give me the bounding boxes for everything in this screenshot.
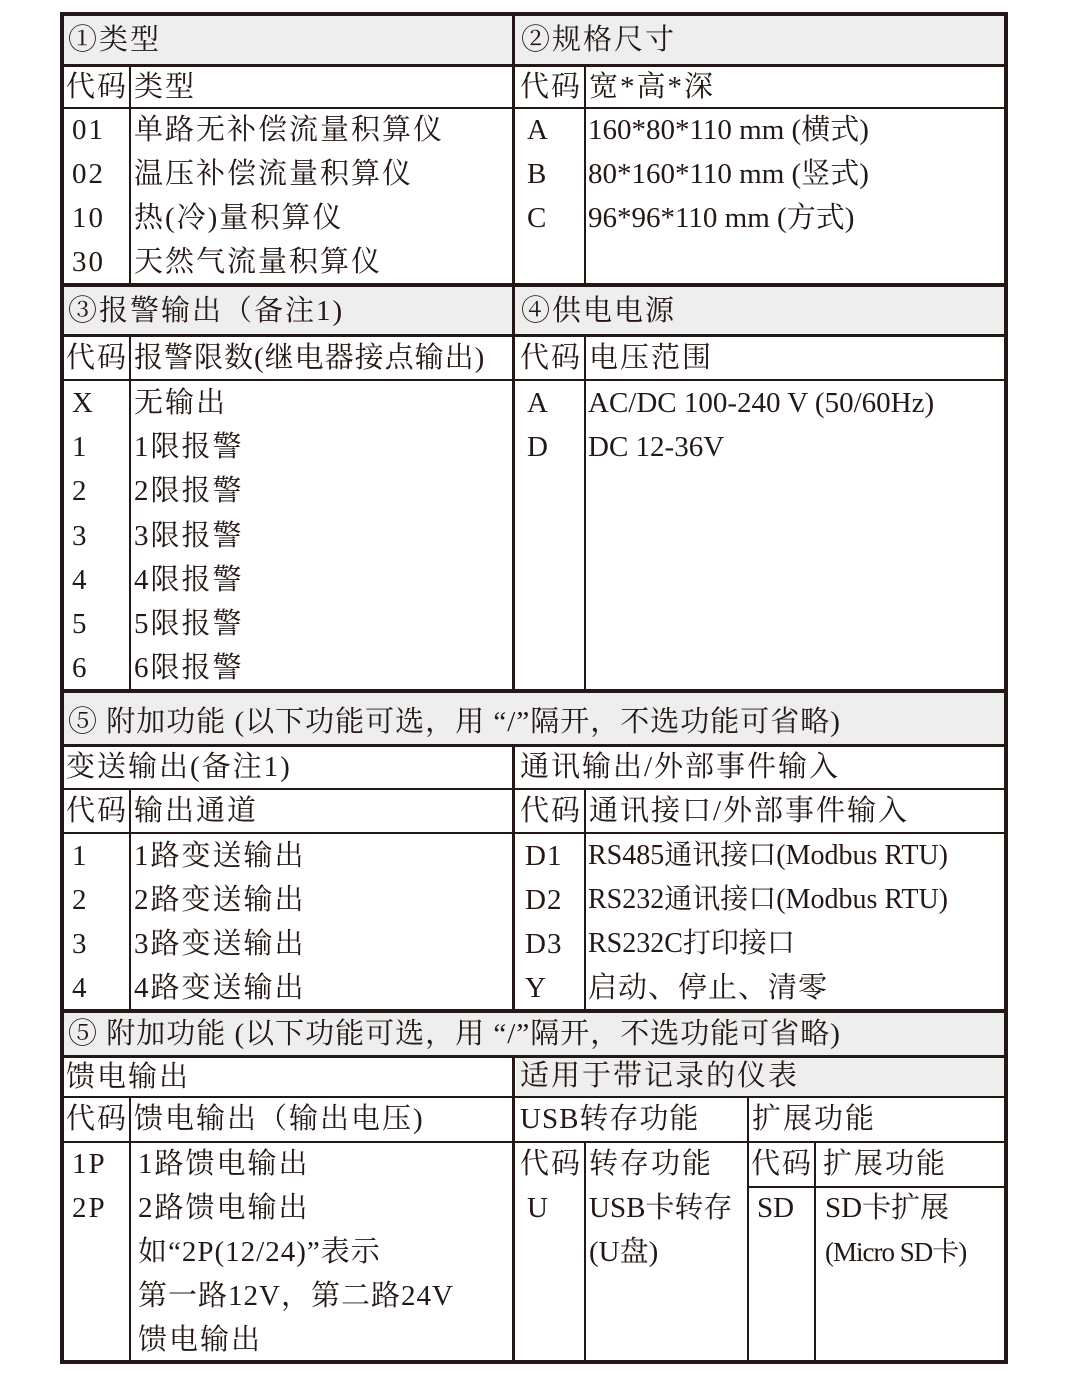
usb-title: USB转存功能 — [520, 1103, 700, 1135]
code-divider — [814, 1142, 816, 1364]
code-divider — [584, 66, 586, 285]
row-code: C — [527, 202, 548, 234]
code-divider — [584, 1142, 586, 1364]
row-code: 01 — [72, 114, 105, 146]
center-divider — [512, 745, 515, 1011]
row-code: A — [527, 387, 549, 419]
row-text: RS232通讯接口(Modbus RTU) — [588, 884, 949, 915]
code-divider — [129, 1097, 131, 1364]
row-code: 2 — [72, 475, 89, 507]
subtitle-transmit-output: 变送输出(备注1) — [66, 751, 292, 783]
col-header-feed-output: 馈电输出（输出电压) — [134, 1103, 425, 1135]
row-text: 96*96*110 mm (方式) — [588, 202, 855, 234]
row-text: 温压补偿流量积算仪 — [134, 158, 414, 190]
row-code: 4 — [72, 972, 89, 1004]
code-divider — [584, 336, 586, 691]
row-code: 30 — [72, 246, 105, 278]
col-header-code: 代码 — [520, 342, 583, 374]
row-text: AC/DC 100-240 V (50/60Hz) — [588, 387, 935, 419]
section-title-options: ⑤ 附加功能 (以下功能可选，用 “/”隔开，不选功能可省略) — [68, 1018, 841, 1050]
row-text: 无输出 — [134, 387, 228, 419]
row-code: 10 — [72, 202, 105, 234]
row-text: 3路变送输出 — [134, 928, 306, 960]
row-text: 4路变送输出 — [134, 972, 306, 1004]
row-code: 4 — [72, 564, 89, 596]
section-title-alarm: ③报警输出（备注1) — [68, 295, 345, 327]
row-code: 6 — [72, 652, 89, 684]
row-text: RS485通讯接口(Modbus RTU) — [588, 840, 949, 871]
row-code: 02 — [72, 158, 105, 190]
row-text: 80*160*110 mm (竖式) — [588, 158, 869, 190]
row-text: 5限报警 — [134, 608, 244, 640]
subtitle-recorder: 适用于带记录的仪表 — [520, 1060, 800, 1092]
ext-title: 扩展功能 — [752, 1103, 877, 1135]
ext-line: SD卡扩展 — [825, 1192, 950, 1224]
col-header-alarm-count: 报警限数(继电器接点输出) — [134, 342, 486, 374]
row-text: 6限报警 — [134, 652, 244, 684]
code-divider — [129, 336, 131, 691]
note-line: 如“2P(12/24)”表示 — [138, 1236, 381, 1268]
section-title-power: ④供电电源 — [521, 295, 677, 327]
row-code: B — [527, 158, 548, 190]
row-code: D3 — [525, 928, 563, 960]
col-header-channel: 输出通道 — [134, 795, 259, 827]
code-divider — [129, 66, 131, 285]
col-header-dimensions: 宽*高*深 — [589, 71, 716, 103]
section-title-type: ①类型 — [68, 24, 162, 56]
note-line: 第一路12V，第二路24V — [138, 1280, 454, 1312]
row-text: RS232C打印接口 — [588, 928, 795, 959]
ext-code: SD — [757, 1192, 795, 1224]
row-code: D2 — [525, 884, 563, 916]
section-title-options: ⑤ 附加功能 (以下功能可选，用 “/”隔开，不选功能可省略) — [68, 706, 841, 738]
row-text: 热(冷)量积算仪 — [134, 202, 344, 234]
row-text: DC 12-36V — [588, 431, 725, 463]
col-header-voltage: 电压范围 — [589, 342, 714, 374]
usb-code: U — [527, 1192, 550, 1224]
usb-ext-divider — [747, 1097, 749, 1364]
col-header-code: 代码 — [66, 795, 129, 827]
col-header-type: 类型 — [134, 71, 197, 103]
note-line: 馈电输出 — [138, 1324, 263, 1356]
usb-line: (U盘) — [589, 1236, 659, 1268]
col-header-code: 代码 — [66, 342, 129, 374]
row-text: 160*80*110 mm (横式) — [588, 114, 869, 146]
row-text: 启动、停止、清零 — [588, 972, 829, 1004]
row-code: Y — [525, 972, 547, 1004]
code-divider — [129, 789, 131, 1011]
row-code: 1 — [72, 431, 89, 463]
row-text: 1路变送输出 — [134, 840, 306, 872]
col-header-code: 代码 — [66, 1103, 129, 1135]
ext-line: (Micro SD卡) — [825, 1237, 967, 1267]
row-code: X — [72, 387, 95, 419]
row-text: 4限报警 — [134, 564, 244, 596]
col-header-code: 代码 — [520, 1148, 583, 1180]
col-header-code: 代码 — [520, 795, 583, 827]
row-code: 3 — [72, 520, 89, 552]
row-code: 2P — [72, 1192, 107, 1224]
row-text: 3限报警 — [134, 520, 244, 552]
row-code: 1 — [72, 840, 89, 872]
row-text: 1限报警 — [134, 431, 244, 463]
row-code: D1 — [525, 840, 563, 872]
col-header-interface: 通讯接口/外部事件输入 — [589, 795, 910, 827]
col-header-code: 代码 — [520, 71, 583, 103]
row-text: 2限报警 — [134, 475, 244, 507]
row-text: 1路馈电输出 — [138, 1148, 310, 1180]
code-divider — [584, 789, 586, 1011]
col-header-code: 代码 — [66, 71, 129, 103]
row-code: 5 — [72, 608, 89, 640]
col-header-extension: 扩展功能 — [823, 1148, 948, 1180]
section-title-size: ②规格尺寸 — [521, 24, 677, 56]
row-text: 2路馈电输出 — [138, 1192, 310, 1224]
col-header-dump: 转存功能 — [589, 1148, 714, 1180]
subtitle-feed-output: 馈电输出 — [66, 1061, 191, 1093]
row-text: 天然气流量积算仪 — [134, 246, 383, 278]
subtitle-communication: 通讯输出/外部事件输入 — [520, 751, 841, 783]
row-code: D — [527, 431, 549, 463]
row-code: A — [527, 114, 549, 146]
row-text: 单路无补偿流量积算仪 — [134, 114, 445, 146]
center-divider — [512, 12, 515, 691]
col-header-code: 代码 — [751, 1148, 814, 1180]
row-code: 2 — [72, 884, 89, 916]
row-code: 1P — [72, 1148, 107, 1180]
row-text: 2路变送输出 — [134, 884, 306, 916]
row-code: 3 — [72, 928, 89, 960]
usb-line: USB卡转存 — [589, 1192, 733, 1224]
center-divider — [512, 1057, 515, 1364]
